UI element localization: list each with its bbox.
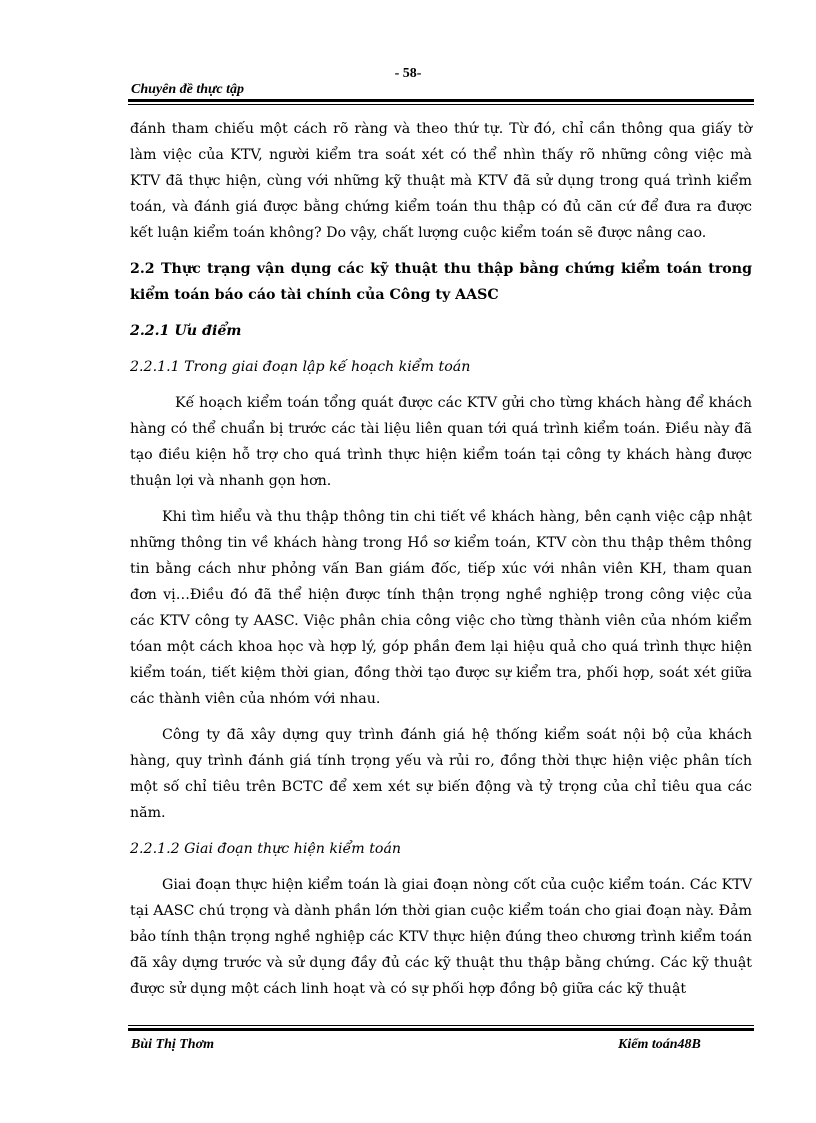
intro-paragraph: đánh tham chiếu một cách rõ ràng và theo thứ tự. Từ đó, chỉ cần thông qua giấy tờ làm việc của KTV, người kiểm tra soát xét có thể nhìn thấy rõ những công việc mà KTV đã thực hiện, cùng với những kỹ thuật mà KTV đã sử dụng trong quá trình kiểm toán, và đánh giá được bằng chứng kiểm toán thu thập có đủ căn cứ để đưa ra được kết luận kiểm toán không? Do vậy, chất lượng cuộc kiểm toán sẽ được nâng cao. xyxy=(130,121,752,241)
header-rule-thin xyxy=(128,104,754,105)
footer-author: Bùi Thị Thơm xyxy=(131,1037,214,1052)
header-title: Chuyên đề thực tập xyxy=(131,82,245,97)
paragraph-planning-3: Công ty đã xây dựng quy trình đánh giá hệ thống kiểm soát nội bộ của khách hàng, quy trình đánh giá tính trọng yếu và rủi ro, đồng thời thực hiện việc phân tích một số chỉ tiêu trên BCTC để xem xét sự biến động và tỷ trọng của chỉ tiêu qua các năm. xyxy=(130,727,752,821)
subsubheading-planning: 2.2.1.1 Trong giai đoạn lập kế hoạch kiểm toán xyxy=(130,359,471,375)
paragraph-planning-1: Kế hoạch kiểm toán tổng quát được các KTV gửi cho từng khách hàng để khách hàng có thể chuẩn bị trước các tài liệu liên quan tới quá trình kiểm toán. Điều này đã tạo điều kiện hỗ trợ cho quá trình thực hiện kiểm toán tại công ty khách hàng được thuận lợi và nhanh gọn hơn. xyxy=(130,395,752,489)
footer-rule-thin xyxy=(128,1025,754,1026)
footer-class: Kiểm toán48B xyxy=(618,1037,701,1052)
subheading-advantages: 2.2.1 Ưu điểm xyxy=(130,323,242,339)
page-number: - 58- xyxy=(394,66,422,81)
section-heading: 2.2 Thực trạng vận dụng các kỹ thuật thu thập bằng chứng kiểm toán trong kiểm toán báo cáo tài chính của Công ty AASC xyxy=(130,261,752,303)
footer-rule-thick xyxy=(128,1028,754,1031)
paragraph-execution: Giai đoạn thực hiện kiểm toán là giai đoạn nòng cốt của cuộc kiểm toán. Các KTV tại AASC chú trọng và dành phần lớn thời gian cuộc kiểm toán cho giai đoạn này. Đảm bảo tính thận trọng nghề nghiệp các KTV thực hiện đúng theo chương trình kiểm toán đã xây dựng trước và sử dụng đầy đủ các kỹ thuật thu thập bằng chứng. Các kỹ thuật được sử dụng một cách linh hoạt và có sự phối hợp đồng bộ giữa các kỹ thuật xyxy=(130,877,752,997)
header-rule-thick xyxy=(128,99,754,102)
paragraph-planning-2: Khi tìm hiểu và thu thập thông tin chi tiết về khách hàng, bên cạnh việc cập nhật những thông tin về khách hàng trong Hồ sơ kiểm toán, KTV còn thu thập thêm thông tin bằng cách như phỏng vấn Ban giám đốc, tiếp xúc với nhân viên KH, tham quan đơn vị…Điều đó đã thể hiện được tính thận trọng nghề nghiệp trong công việc của các KTV công ty AASC. Việc phân chia công việc cho từng thành viên của nhóm kiểm tóan một cách khoa học và hợp lý, góp phần đem lại hiệu quả cho quá trình thực hiện kiểm toán, tiết kiệm thời gian, đồng thời tạo được sự kiểm tra, phối hợp, soát xét giữa các thành viên của nhóm với nhau. xyxy=(130,509,752,707)
subsubheading-execution: 2.2.1.2 Giai đoạn thực hiện kiểm toán xyxy=(130,841,402,857)
page-content xyxy=(130,116,752,1002)
